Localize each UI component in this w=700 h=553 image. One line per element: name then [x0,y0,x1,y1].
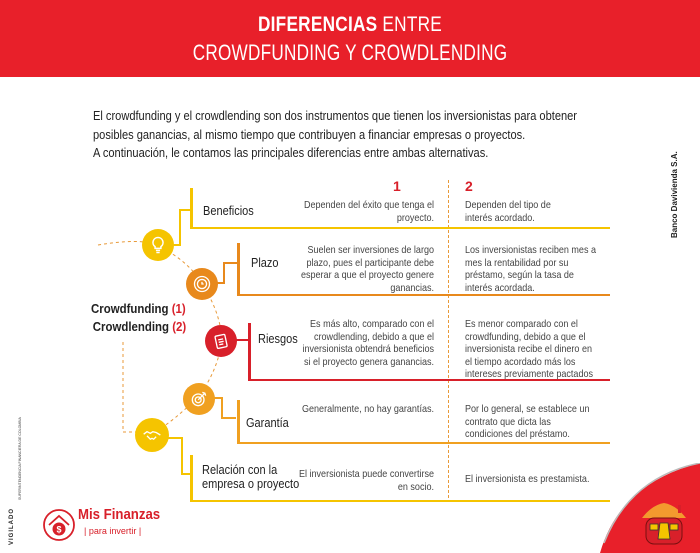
brand-tagline: | para invertir | [84,526,142,536]
row-title: Garantía [246,416,289,430]
clipboard-icon [205,325,237,357]
row-baseline [190,500,610,502]
crowdlending-cell: Por lo general, se establece un contrato que dicta las condiciones del préstamo. [465,403,590,440]
intro-line: posibles ganancias, al mismo tiempo que contribuyen a financiar empresas o proyectos. [93,126,526,142]
crowdfunding-cell: Suelen ser inversiones de largo plazo, pues el participante debe esperar a que el proyecto genere ganancias. [300,244,434,294]
row-baseline [190,227,610,229]
corner-decoration [590,463,700,553]
intro-line: El crowdfunding y el crowdlending son dos instrumentos que tienen los inversionistas para obtener [93,108,577,123]
clock-target-icon [186,268,218,300]
row-baseline [237,442,610,444]
legend: Crowdfunding (1) Crowdlending (2) [91,301,187,334]
bank-label: Banco Davivienda S.A. [670,151,679,238]
row-baseline [237,294,610,296]
row-bar [190,455,193,501]
row-bar [237,400,240,443]
row-bar [237,243,240,295]
brand-name: Mis Finanzas [78,506,161,523]
row-bar [248,323,251,381]
row-bar [190,188,193,228]
row-title: Beneficios [203,204,254,218]
lightbulb-icon [142,229,174,261]
svg-text:$: $ [56,524,62,535]
crowdlending-cell: Los inversionistas reciben mes a mes la rentabilidad por su préstamo, según la tasa de interés acordada. [465,244,597,294]
crowdlending-cell: Dependen del tipo de interés acordado. [465,199,551,224]
handshake-icon [135,418,169,452]
column-number-2: 2 [465,178,473,194]
crowdfunding-cell: Dependen del éxito que tenga el proyecto. [303,199,434,224]
crowdfunding-cell: El inversionista puede convertirse en socio. [298,468,434,493]
target-arrow-icon [183,383,215,415]
superfinanciera-label: SUPERINTENDENCIA FINANCIERA DE COLOMBIA [18,417,22,500]
page-title: DIFERENCIAS ENTRE [257,13,443,36]
crowdlending-cell: El inversionista es prestamista. [465,473,590,485]
vigilado-label: VIGILADO [9,507,15,545]
crowdfunding-cell: Generalmente, no hay garantías. [301,403,434,415]
intro-line: A continuación, le contamos las principales diferencias entre ambas alternativas. [93,145,489,160]
crowdfunding-cell: Es más alto, comparado con el crowdlending, debido a que el inversionista obtendrá beneficios si el proyecto genera ganancias. [302,318,434,368]
column-number-1: 1 [393,178,401,194]
row-title: Riesgos [258,332,298,346]
page-subtitle: CROWDFUNDING Y CROWDLENDING [192,40,508,65]
row-title: Plazo [251,256,279,270]
row-title: Relación con la empresa o proyecto [202,463,300,491]
dollar-house-icon [42,508,76,542]
crowdlending-cell: Es menor comparado con el crowdfunding, debido a que el inversionista recibe el dinero en el tiempo acordado más los intereses previamente pactados [465,318,594,380]
